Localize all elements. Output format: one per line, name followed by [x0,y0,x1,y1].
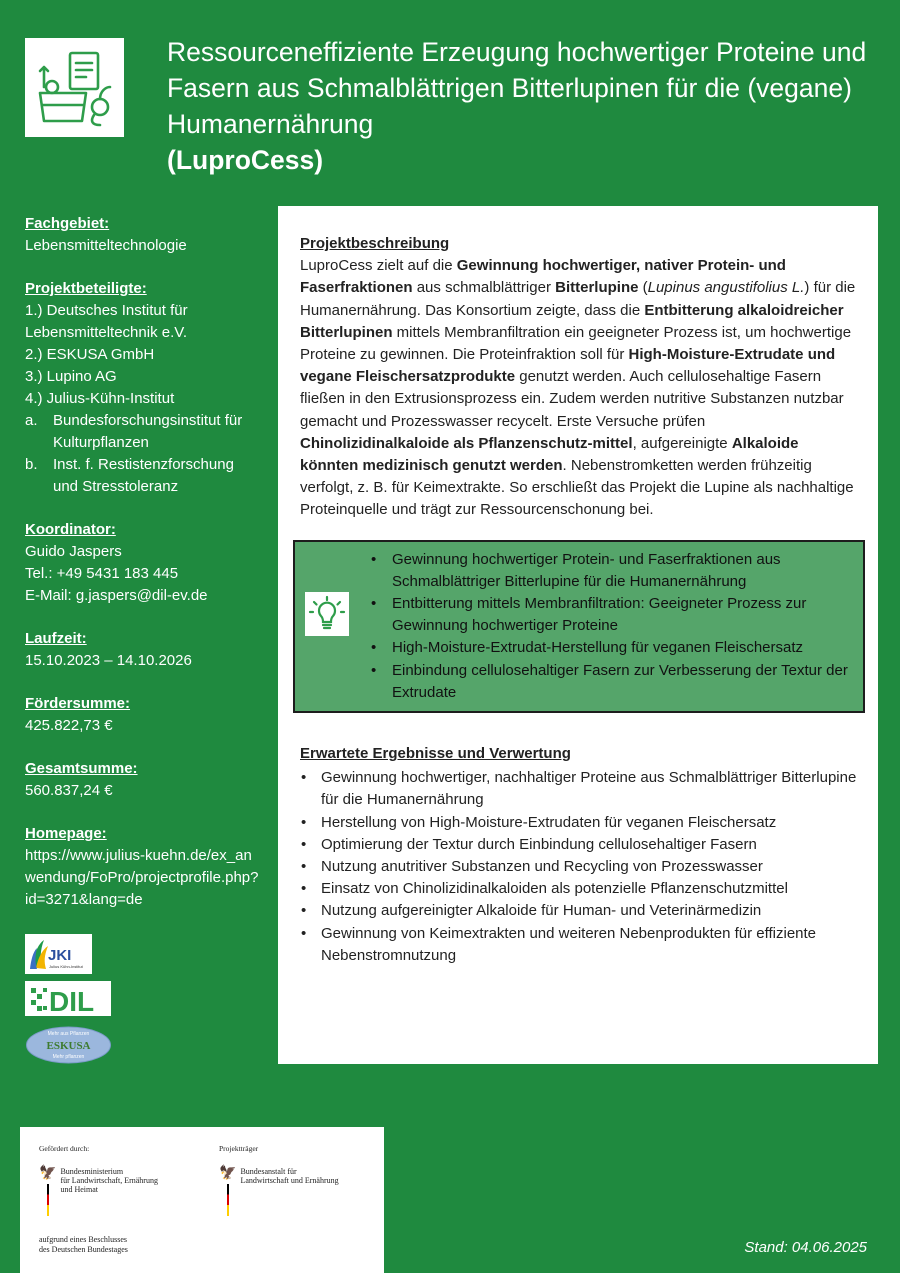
description-run: Entbitterung alkaloidreicher Bitterlupinen [300,301,844,341]
highlight-item: • Einbindung cellulosehaltiger Fasern zur Verbesserung der Textur der Extrudate [365,660,853,704]
partner-item: 4.) Julius-Kühn-Institut [25,390,175,407]
eskusa-bottom-text: Mehr pflanzen [52,1054,85,1060]
description-run: LuproCess zielt auf die [300,257,457,275]
sub-institute-text: Inst. f. Restistenzforschung und Stresstoleranz [53,456,234,495]
koordinator-email[interactable]: E-Mail: g.jaspers@dil-ev.de [25,587,208,604]
description-run: Gewinnung hochwertiger, nativer Protein- und Faserfraktionen [300,257,786,297]
bundestag-note [39,1235,128,1255]
jki-subtext: Julius Kühn-Institut [49,964,83,969]
homepage-block [25,823,260,911]
eskusa-top-text: Mehr aus Pflanzen [47,1031,90,1037]
foerdersumme-value: 425.822,73 € [25,717,113,734]
partner-item: 3.) Lupino AG [25,368,117,385]
dil-text: DIL [49,985,95,1014]
note-line: aufgrund eines Beschlusses [39,1235,127,1244]
project-acronym: (LuproCess) [167,145,324,175]
flag-stripe [227,1184,229,1216]
federal-eagle-icon: 🦅 [219,1166,237,1181]
description-run: ) für die Humanernährung. Das Konsortium zeigte, dass die [300,279,856,319]
jki-logo [25,934,92,974]
funding-box [20,1127,384,1273]
highlight-item: • Gewinnung hochwertiger Protein- und Faserfraktionen aus Schmalblättriger Bitterlupine für die Humanernährung [365,549,853,593]
fachgebiet-label: Fachgebiet: [25,215,110,232]
laufzeit-block [25,628,260,672]
main-content-panel [278,206,878,1064]
description-run: Chinolizidinalkaloide als Pflanzenschutz-mittel [300,434,633,452]
koordinator-block [25,519,260,607]
federal-eagle-icon: 🦅 [39,1166,57,1181]
koordinator-phone: Tel.: +49 5431 183 445 [25,565,179,582]
description-run: mittels Membranfiltration ein geeigneter Prozess ist, um hochwertige Proteine zu gewinnen. Die Proteinfraktion soll für [300,323,852,364]
description-run: genutzt werden. Auch cellulosehaltige Fasern fließen in den Extrusionsprozess ein. Zudem werden nutritive Substanzen nutzbar gemacht und Prozesswasser recycelt. Erste Versuche prüfen [300,368,844,430]
gesamtsumme-block [25,758,260,802]
highlight-item: • High-Moisture-Extrudat-Herstellung für veganen Fleischersatz [365,637,853,659]
eskusa-logo [25,1025,112,1065]
ble-logo [219,1167,339,1216]
highlights-list [365,549,853,704]
agency-line: Landwirtschaft und Ernährung [240,1176,339,1185]
lightbulb-icon [305,592,349,636]
description-text [300,255,857,521]
description-run: Lupinus angustifolius L. [647,279,805,297]
ministry-line: für Landwirtschaft, Ernährung [60,1176,158,1185]
agency-line: Bundesanstalt für [240,1167,297,1176]
homepage-link[interactable]: https://www.julius-kuehn.de/ex_anwendung/FoPro/projectprofile.php?id=3271&lang=de [25,847,259,908]
fachgebiet-block [25,213,260,257]
title-text: Ressourceneffiziente Erzeugung hochwertiger Proteine und Fasern aus Schmalblättrigen Bitterlupinen für die (vegane) Humanernährung [167,37,867,139]
sub-institute-text: Bundesforschungsinstitut für Kulturpflanzen [53,412,243,451]
ministry-logo [39,1167,158,1216]
beteiligte-label: Projektbeteiligte: [25,280,147,297]
traeger-label: Projektträger [219,1144,259,1153]
description-run: Alkaloide könnten medizinisch genutzt werden [300,434,799,475]
description-run: aus schmalblättriger [412,279,556,297]
stand-date: Stand: 04.06.2025 [744,1239,867,1256]
note-line: des Deutschen Bundestages [39,1245,128,1254]
description-run: High-Moisture-Extrudate und vegane Fleischersatzprodukte [300,346,836,386]
laufzeit-label: Laufzeit: [25,630,87,647]
highlights-box [293,540,865,713]
gefoerdert-label: Gefördert durch: [39,1144,90,1153]
result-item: • Gewinnung hochwertiger, nachhaltiger Proteine aus Schmalblättriger Bitterlupine für die Humanernährung [300,767,857,811]
result-item: • Optimierung der Textur durch Einbindung cellulosehaltiger Fasern [300,834,857,856]
description-title: Projektbeschreibung [300,235,450,252]
description-run: , aufgereinigte [632,434,732,452]
sub-institute-item [25,410,260,454]
description-run: Bitterlupine [555,279,639,297]
dil-logo [25,981,111,1016]
ministry-line: und Heimat [60,1185,98,1194]
sub-institute-letter: b. [25,456,38,473]
result-item: • Nutzung anutritiver Substanzen und Recycling von Prozesswasser [300,856,857,878]
highlight-item: • Entbitterung mittels Membranfiltration: Geeigneter Prozess zur Gewinnung hochwertiger Proteine [365,593,853,637]
results-list [300,767,857,967]
result-item: • Gewinnung von Keimextrakten und weiteren Nebenprodukten für effiziente Nebenstromnutzung [300,923,857,967]
beteiligte-block [25,278,260,498]
foerdersumme-label: Fördersumme: [25,695,131,712]
fachgebiet-value: Lebensmitteltechnologie [25,237,187,254]
ministry-line: Bundesministerium [60,1167,124,1176]
eskusa-text: ESKUSA [46,1040,91,1052]
sub-institute-letter: a. [25,412,38,429]
partner-item: 2.) ESKUSA GmbH [25,346,155,363]
sub-institute-item [25,454,260,498]
koordinator-name: Guido Jaspers [25,543,122,560]
flag-stripe [47,1184,49,1216]
result-item: • Nutzung aufgereinigter Alkaloide für Human- und Veterinärmedizin [300,900,857,922]
laufzeit-value: 15.10.2023 – 14.10.2026 [25,652,192,669]
description-run: ( [638,279,648,297]
page-title [167,34,867,178]
partner-item: 1.) Deutsches Institut für Lebensmitteltechnik e.V. [25,302,188,341]
gesamtsumme-label: Gesamtsumme: [25,760,138,777]
expected-results [300,743,857,967]
homepage-label: Homepage: [25,825,107,842]
koordinator-label: Koordinator: [25,521,116,538]
result-item: • Herstellung von High-Moisture-Extrudaten für veganen Fleischersatz [300,812,857,834]
jki-text: JKI [48,947,72,964]
project-info-sidebar [25,213,260,932]
foerdersumme-block [25,693,260,737]
project-description [300,233,857,522]
result-item: • Einsatz von Chinolizidinalkaloiden als potenzielle Pflanzenschutzmittel [300,878,857,900]
results-title: Erwartete Ergebnisse und Verwertung [300,745,571,763]
gesamtsumme-value: 560.837,24 € [25,782,113,799]
description-run: . Nebenstromketten werden frühzeitig verfolgt, z. B. für Keimextrakte. So erschließt das Projekt die Lupine als nachhaltige Proteinquelle und trägt zur Ressourcenschonung bei. [300,457,854,519]
food-project-icon [25,38,124,137]
